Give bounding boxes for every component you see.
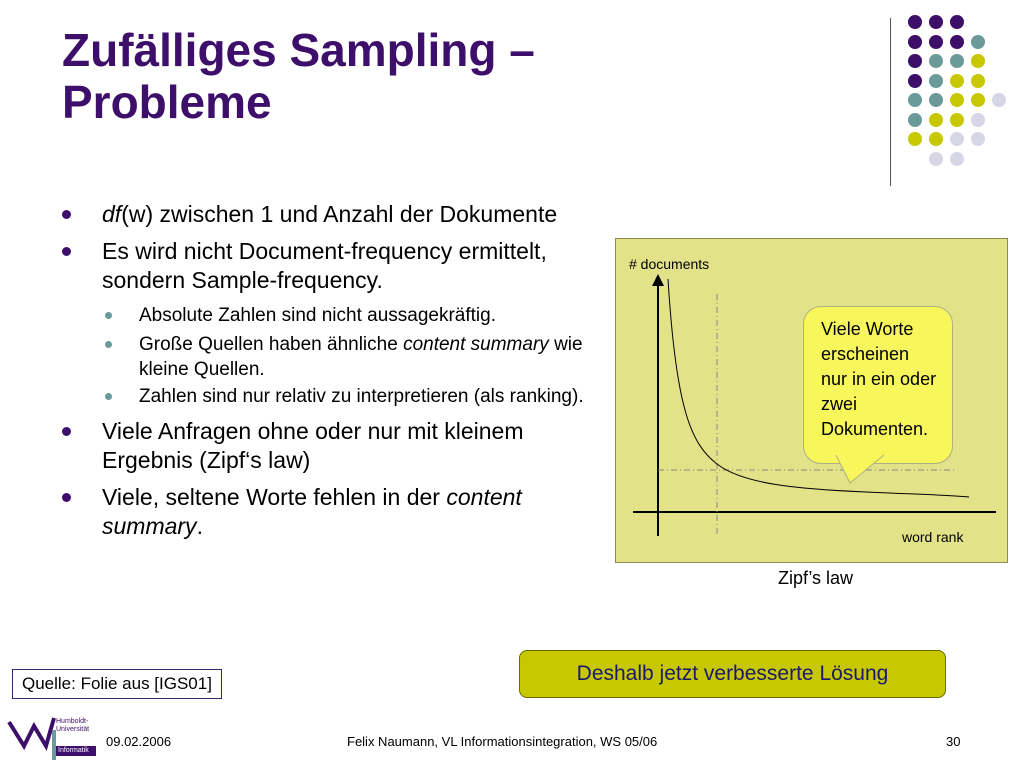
decorative-dot: [971, 54, 985, 68]
decorative-dot: [971, 132, 985, 146]
conclusion-box: Deshalb jetzt verbesserte Lösung: [519, 650, 946, 698]
decorative-dot: [929, 93, 943, 107]
bullet-rare-words: [62, 483, 587, 541]
logo-line-2: Universität: [56, 726, 90, 733]
footer-author: Felix Naumann, VL Informationsintegration, WS 05/06: [347, 734, 658, 749]
decorative-dot: [950, 132, 964, 146]
logo-text: [56, 718, 89, 734]
title-divider-line: [890, 18, 891, 186]
large-sources-text-before: Große Quellen haben ähnliche: [139, 334, 404, 355]
decorative-dot: [929, 54, 943, 68]
university-logo-icon: [6, 712, 56, 762]
y-axis-arrow-icon: [652, 274, 664, 286]
subbullet-marker-icon: [105, 341, 112, 348]
decorative-dot: [929, 132, 943, 146]
callout-bubble: Viele Worte erscheinen nur in ein oder zwei Dokumenten.: [803, 306, 953, 464]
callout-tail: [826, 455, 896, 485]
decorative-dot: [992, 93, 1006, 107]
df-term: df: [102, 201, 122, 227]
source-note: Quelle: Folie aus [IGS01]: [12, 669, 222, 699]
decorative-dot: [950, 54, 964, 68]
decorative-dot: [971, 35, 985, 49]
decorative-dot: [950, 35, 964, 49]
y-axis-label: # documents: [629, 256, 710, 272]
rare-words-text-before: Viele, seltene Worte fehlen in der: [102, 484, 447, 510]
figure-caption: Zipf’s law: [778, 568, 854, 588]
bullet-marker-icon: [62, 210, 71, 219]
decorative-dot: [971, 74, 985, 88]
decorative-dot: [929, 74, 943, 88]
zipf-figure-panel: [615, 238, 1008, 563]
subbullet-marker-icon: [105, 312, 112, 319]
bullet-df: [62, 200, 587, 229]
logo-line-1: Humboldt-: [56, 718, 89, 725]
decorative-dot: [950, 93, 964, 107]
decorative-dot: [971, 93, 985, 107]
page-number: 30: [946, 734, 961, 749]
footer-date: 09.02.2006: [106, 734, 172, 749]
decorative-dot: [950, 15, 964, 29]
bullet-marker-icon: [62, 427, 71, 436]
decorative-dot: [908, 74, 922, 88]
title-line-2: Probleme: [62, 76, 272, 128]
decorative-dot: [950, 74, 964, 88]
decorative-dot: [908, 132, 922, 146]
bullet-marker-icon: [62, 247, 71, 256]
absolute-numbers-text: Absolute Zahlen sind nicht aussagekräftig.: [139, 305, 496, 326]
decorative-dot: [950, 113, 964, 127]
decorative-dot: [929, 152, 943, 166]
slide-title: [62, 24, 535, 128]
large-sources-text-after: wie kleine Quellen.: [139, 334, 583, 380]
decorative-dot: [908, 54, 922, 68]
bullet-sample-frequency: [62, 237, 587, 295]
bullet-marker-icon: [62, 493, 71, 502]
decorative-dot: [950, 152, 964, 166]
subbullet-marker-icon: [105, 393, 112, 400]
subbullet-large-sources: [62, 332, 587, 382]
decorative-dot-grid: [908, 15, 1018, 165]
decorative-dot: [908, 113, 922, 127]
subbullet-relative-numbers: [62, 384, 587, 409]
decorative-dot: [929, 35, 943, 49]
large-sources-term: content summary: [403, 334, 549, 355]
decorative-dot: [908, 15, 922, 29]
title-line-1: Zufälliges Sampling –: [62, 24, 535, 76]
rare-words-text-after: .: [196, 513, 203, 539]
relative-numbers-text: Zahlen sind nur relativ zu interpretieren (als ranking).: [139, 386, 584, 407]
df-text: (w) zwischen 1 und Anzahl der Dokumente: [121, 201, 558, 227]
decorative-dot: [908, 35, 922, 49]
sample-frequency-text: Es wird nicht Document-frequency ermittelt, sondern Sample-frequency.: [102, 238, 547, 293]
decorative-dot: [971, 113, 985, 127]
subbullet-absolute-numbers: [62, 303, 587, 328]
x-axis-label: word rank: [902, 529, 964, 545]
decorative-dot: [929, 15, 943, 29]
logo-band: Informatik: [56, 746, 96, 756]
decorative-dot: [908, 93, 922, 107]
zipf-queries-text: Viele Anfragen ohne oder nur mit kleinem Ergebnis (Zipf‘s law): [102, 418, 524, 473]
decorative-dot: [929, 113, 943, 127]
bullet-zipf-queries: [62, 417, 587, 475]
bullet-list: [62, 200, 587, 549]
rare-words-term: content summary: [102, 484, 522, 539]
